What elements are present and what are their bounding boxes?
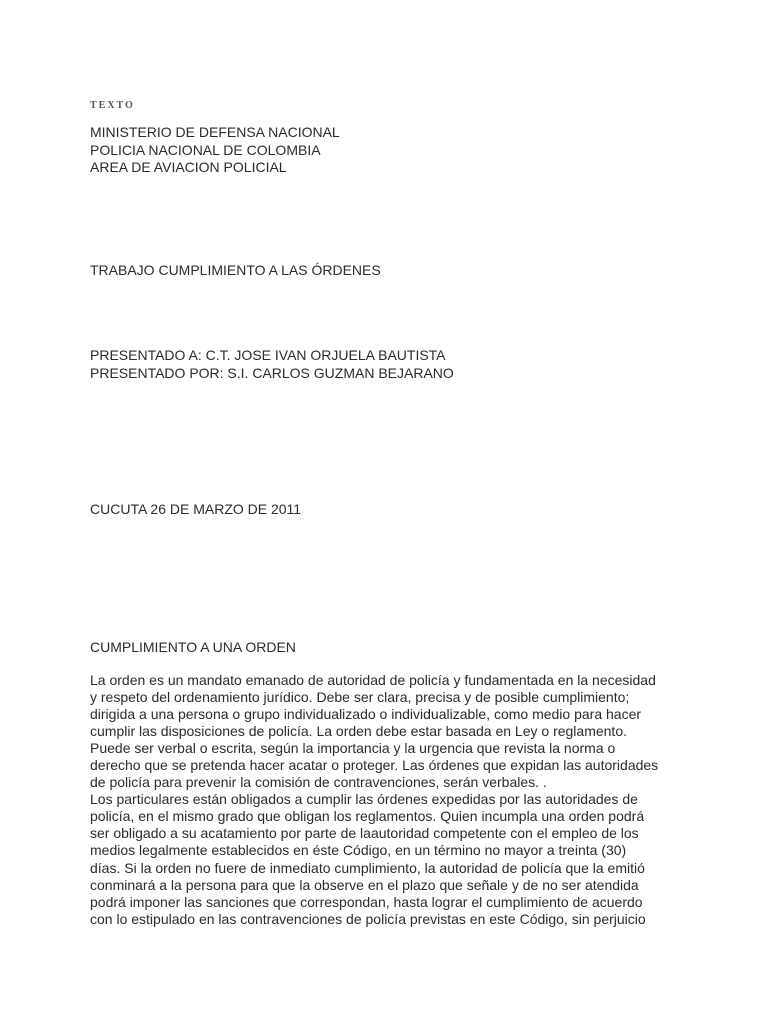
body-line: ser obligado a su acatamiento por parte de laautoridad competente con el empleo de los [90, 825, 639, 842]
presented-by: PRESENTADO POR: S.I. CARLOS GUZMAN BEJARANO [90, 364, 454, 381]
body-line: días. Si la orden no fuere de inmediato cumplimiento, la autoridad de policía que la emitió [90, 859, 645, 876]
body-line: derecho que se pretenda hacer acatar o proteger. Las órdenes que expidan las autoridades [90, 757, 659, 774]
body-line: policía, en el mismo grado que obligan los reglamentos. Quien incumpla una orden podrá [90, 808, 645, 825]
presented-to: PRESENTADO A: C.T. JOSE IVAN ORJUELA BAUTISTA [90, 347, 446, 363]
body-line: con lo estipulado en las contravenciones de policía previstas en este Código, sin perjuicio [90, 910, 646, 927]
section-title: CUMPLIMIENTO A UNA ORDEN [90, 639, 296, 655]
header-line-ministry: MINISTERIO DE DEFENSA NACIONAL [90, 124, 340, 140]
document-type-label: TEXTO [90, 100, 135, 111]
body-line: La orden es un mandato emanado de autoridad de policía y fundamentada en la necesidad [90, 672, 656, 688]
body-line: podrá imponer las sanciones que correspondan, hasta lograr el cumplimiento de acuerdo [90, 893, 643, 910]
document-title: TRABAJO CUMPLIMIENTO A LAS ÓRDENES [90, 262, 381, 278]
body-line: cumplir las disposiciones de policía. La orden debe estar basada en Ley o reglamento. [90, 723, 627, 740]
header-line-police: POLICIA NACIONAL DE COLOMBIA [90, 141, 321, 158]
body-line: medios legalmente establecidos en éste Código, en un término no mayor a treinta (30) [90, 842, 627, 859]
body-line: y respeto del ordenamiento jurídico. Debe ser clara, precisa y de posible cumplimiento; [90, 689, 630, 706]
institution-header [90, 124, 340, 177]
body-line: Puede ser verbal o escrita, según la importancia y la urgencia que revista la norma o [90, 740, 616, 757]
body-line: de policía para prevenir la comisión de contravenciones, serán verbales. . [90, 774, 547, 791]
place-date: CUCUTA 26 DE MARZO DE 2011 [90, 501, 302, 517]
body-line: Los particulares están obligados a cumplir las órdenes expedidas por las autoridades de [90, 791, 638, 808]
body-text [90, 672, 658, 928]
body-line: dirigida a una persona o grupo individualizado o individualizable, como medio para hacer [90, 706, 642, 723]
presenters [90, 347, 454, 382]
header-line-aviation: AREA DE AVIACION POLICIAL [90, 159, 287, 175]
body-line: conminará a la persona para que la observe en el plazo que señale y de no ser atendida [90, 876, 639, 893]
